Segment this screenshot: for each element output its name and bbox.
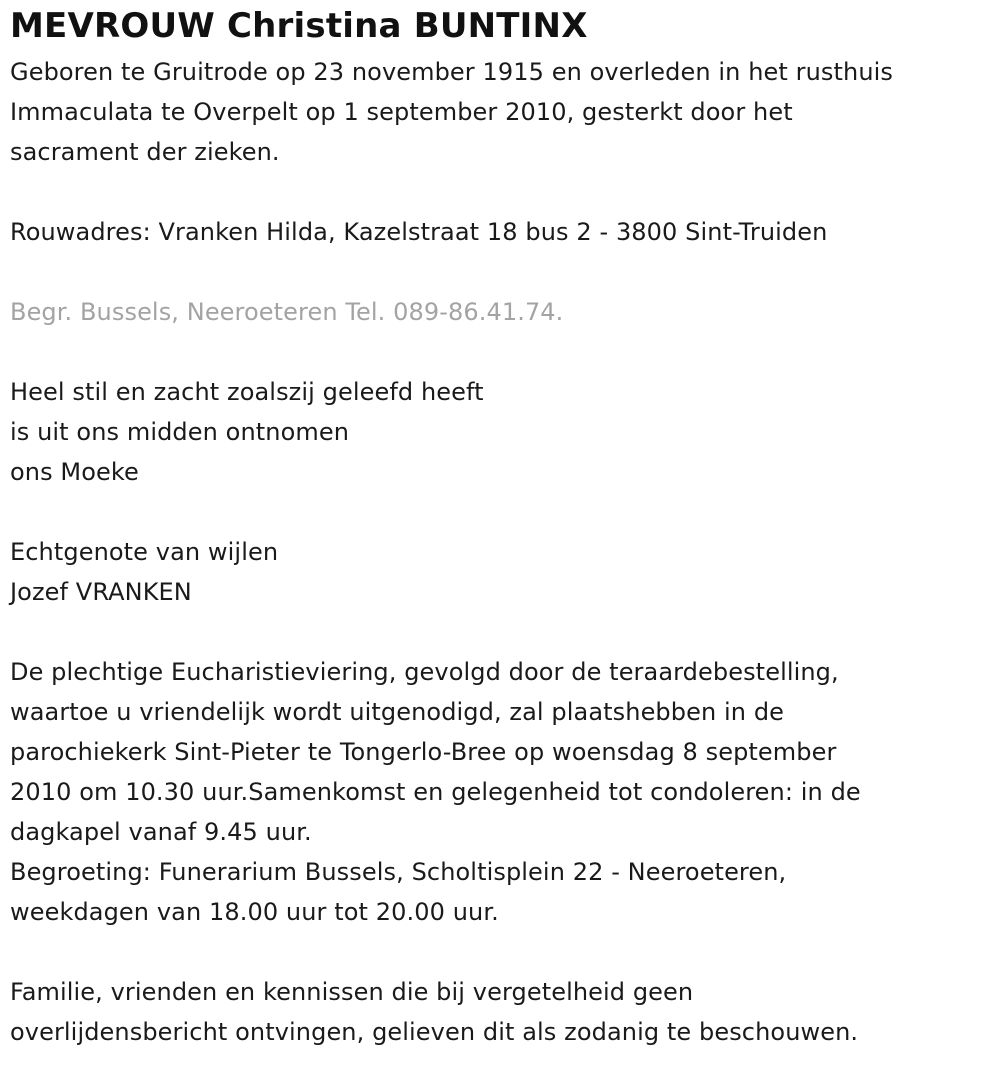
text-line: Familie, vrienden en kennissen die bij vergetelheid geen — [10, 978, 694, 1006]
text-line: waartoe u vriendelijk wordt uitgenodigd, zal plaatshebben in de — [10, 698, 785, 726]
text-line: Heel stil en zacht zoalszij geleefd heeft — [10, 378, 484, 406]
undertaker-line — [10, 292, 990, 332]
closing-paragraph — [10, 972, 990, 1052]
birth-death-paragraph — [10, 52, 990, 172]
text-line: overlijdensbericht ontvingen, gelieven dit als zodanig te beschouwen. — [10, 1018, 859, 1046]
text-line: parochiekerk Sint-Pieter te Tongerlo-Bree op woensdag 8 september — [10, 738, 837, 766]
spacer — [10, 612, 990, 652]
text-line: dagkapel vanaf 9.45 uur. — [10, 818, 312, 846]
text-line: Geboren te Gruitrode op 23 november 1915 en overleden in het rusthuis — [10, 58, 894, 86]
text-line: ons Moeke — [10, 458, 139, 486]
text-line: Jozef VRANKEN — [10, 578, 192, 606]
text-line: 2010 om 10.30 uur.Samenkomst en gelegenheid tot condoleren: in de — [10, 778, 861, 806]
spacer — [10, 252, 990, 292]
text-line: weekdagen van 18.00 uur tot 20.00 uur. — [10, 898, 499, 926]
spacer — [10, 932, 990, 972]
text-line: Begroeting: Funerarium Bussels, Scholtisplein 22 - Neeroeteren, — [10, 858, 787, 886]
poem-paragraph — [10, 372, 990, 492]
mourning-address — [10, 212, 990, 252]
spacer — [10, 492, 990, 532]
spacer — [10, 172, 990, 212]
text-line: De plechtige Eucharistieviering, gevolgd door de teraardebestelling, — [10, 658, 839, 686]
text-line: is uit ons midden ontnomen — [10, 418, 350, 446]
spouse-paragraph — [10, 532, 990, 612]
text-line: Immaculata te Overpelt op 1 september 2010, gesterkt door het — [10, 98, 793, 126]
deceased-name-title: MEVROUW Christina BUNTINX — [10, 6, 588, 46]
ceremony-paragraph — [10, 652, 990, 932]
spacer — [10, 332, 990, 372]
text-line: sacrament der zieken. — [10, 138, 280, 166]
text-line: Begr. Bussels, Neeroeteren Tel. 089-86.41.74. — [10, 298, 564, 326]
text-line: Echtgenote van wijlen — [10, 538, 279, 566]
text-line: Rouwadres: Vranken Hilda, Kazelstraat 18 bus 2 - 3800 Sint-Truiden — [10, 218, 828, 246]
